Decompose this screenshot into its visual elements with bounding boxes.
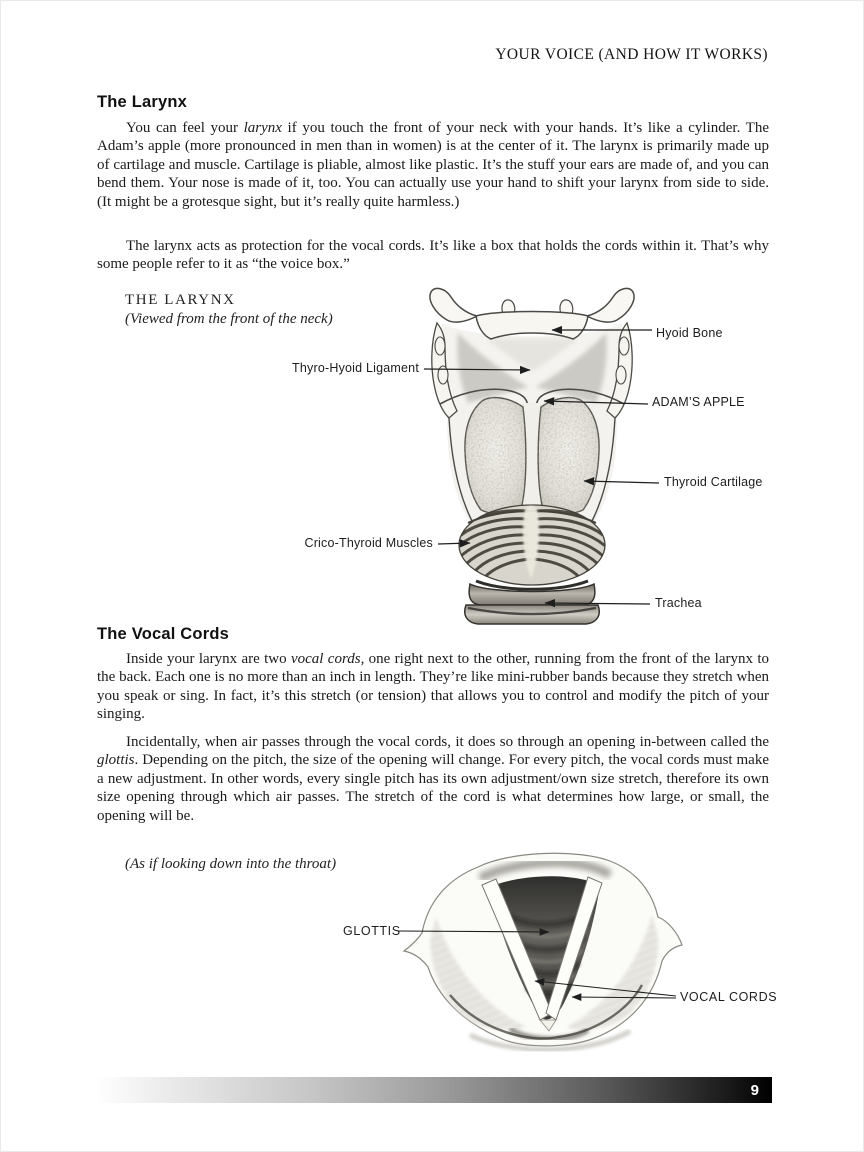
label-glottis: GLOTTIS [343,924,401,938]
label-vocal-cords: VOCAL CORDS [680,990,778,1004]
label-thyro-hyoid-ligament: Thyro-Hyoid Ligament [292,361,419,375]
label-hyoid-bone: Hyoid Bone [656,326,723,340]
label-thyroid-cartilage: Thyroid Cartilage [664,475,763,489]
section-heading-larynx: The Larynx [97,93,188,111]
section-heading-vocal-cords: The Vocal Cords [97,625,229,643]
figure1-subtitle: (Viewed from the front of the neck) [125,311,333,327]
footer-bar [95,1077,772,1103]
running-head: YOUR VOICE (AND HOW IT WORKS) [495,46,768,63]
paragraph: You can feel your larynx if you touch the front of your neck with your hands. It’s like a cylinder. The Adam’s apple (more pronounced in men than in women) is at the center of it. The larynx is primarily made up of cartilage and muscle. Cartilage is pliable, almost like plastic. It’s the stuff your ears are made of, and you can bend them. Your nose is made of it, too. You can actually use your hand to shift your larynx from side to side. (It might be a grotesque sight, but it’s really quite harmless.) [97,120,769,210]
figure1-title: THE LARYNX [125,292,236,308]
paragraph: The larynx acts as protection for the vocal cords. It’s like a box that holds the cords within it. That’s why some people refer to it as “the voice box.” [97,238,769,273]
label-trachea: Trachea [655,596,702,610]
label-crico-thyroid-muscles: Crico-Thyroid Muscles [304,536,433,550]
page-number: 9 [750,1081,759,1099]
paragraph: Incidentally, when air passes through the vocal cords, it does so through an opening in-between called the glottis. Depending on the pitch, the size of the opening will change. For every pitch, the vocal cords must make a new adjustment. In other words, every single pitch has its own adjustment/own size stretch, therefore its own size opening through which air passes. The stretch of the cord is what determines how large, or small, the opening will be. [97,734,769,824]
figure2-subtitle: (As if looking down into the throat) [125,856,337,872]
paragraph: Inside your larynx are two vocal cords, one right next to the other, running from the front of the larynx to the back. Each one is no more than an inch in length. They’re like mini-rubber bands because they stretch when you speak or sing. In fact, it’s this stretch (or tension) that allows you to control and modify the pitch of your singing. [97,651,769,723]
label-adams-apple: ADAM’S APPLE [652,395,745,409]
glottis-top-illustration [330,845,780,1070]
